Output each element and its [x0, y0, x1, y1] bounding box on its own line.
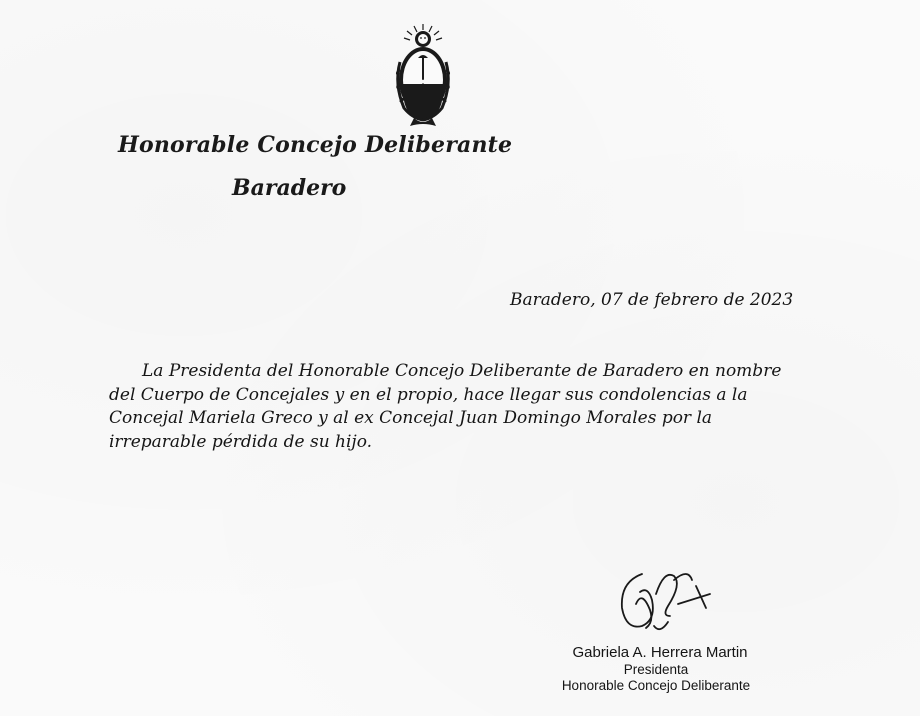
- coat-of-arms-icon: [392, 22, 454, 128]
- handwritten-signature: [612, 560, 722, 640]
- signature-block: [546, 644, 766, 694]
- letter-body: La Presidenta del Honorable Concejo Deliberante de Baradero en nombre del Cuerpo de Concejales y en el propio, hace llegar sus condolencias a la Concejal Mariela Greco y al ex Concejal Juan Domingo Morales por la irreparable pérdida de su hijo.: [109, 361, 782, 452]
- letter-date: Baradero, 07 de febrero de 2023: [510, 290, 794, 310]
- signatory-institution: Honorable Concejo Deliberante: [561, 678, 751, 693]
- signatory-role: Presidenta: [623, 662, 689, 677]
- institution-name: Honorable Concejo Deliberante: [118, 132, 513, 158]
- signatory-name: Gabriela A. Herrera Martin: [572, 644, 748, 661]
- institution-city: Baradero: [232, 175, 347, 201]
